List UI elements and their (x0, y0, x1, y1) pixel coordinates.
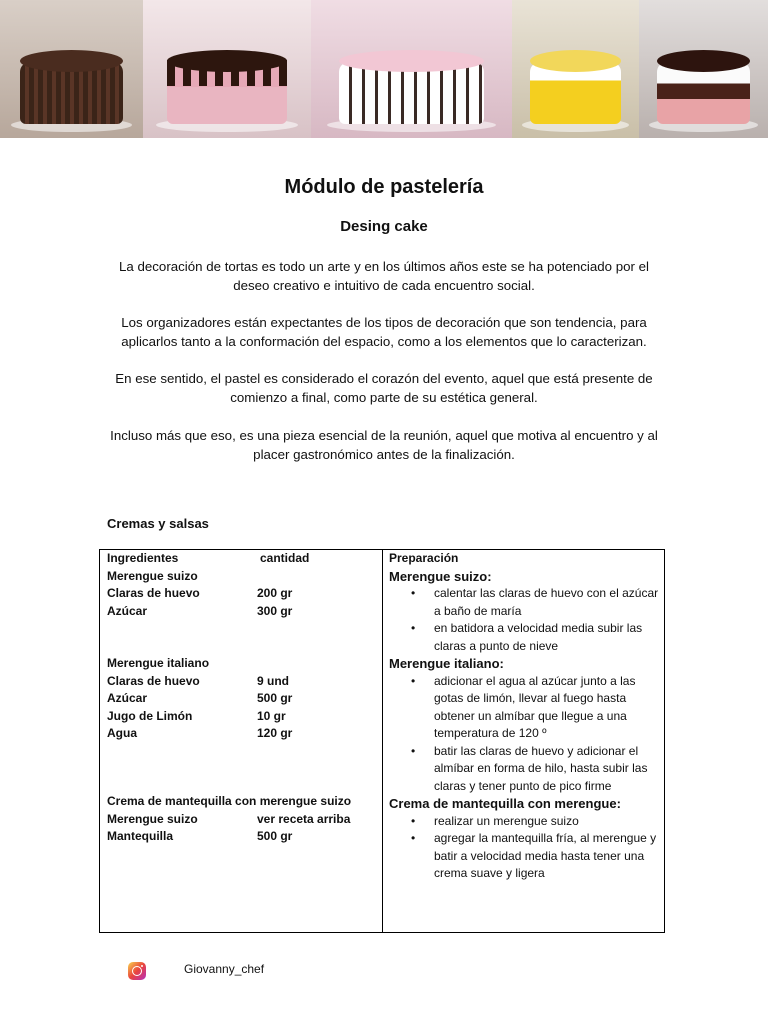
intro-paragraph-1: La decoración de tortas es todo un arte y en los últimos años este se ha potenciado por el deseo creativo e intuitivo de cada encuentro social. (119, 259, 649, 293)
ingredient-qty: 10 gr (257, 708, 286, 723)
ingredient-qty: 300 gr (257, 603, 293, 618)
prep-title-swiss: Merengue suizo: (389, 568, 492, 584)
ingredient-qty: 200 gr (257, 586, 293, 600)
intro-paragraph-3: En ese sentido, el pastel es considerado el corazón del evento, aquel que está presente de comienzo a final, como parte de su estética general. (115, 371, 653, 405)
prep-steps-buttercream (389, 813, 659, 883)
instagram-handle: Giovanny_chef (184, 962, 265, 976)
ingredient-name: Azúcar (107, 603, 148, 618)
group-title: Merengue italiano (107, 656, 210, 670)
ingredient-row (107, 585, 382, 603)
prep-step: • en batidora a velocidad media subir las claras a punto de nieve (389, 620, 659, 655)
cake-banner (0, 0, 768, 138)
ingredient-row (107, 828, 382, 846)
cake-photo-chocolate (0, 0, 143, 138)
ingredient-row (107, 673, 382, 691)
page-title: Módulo de pastelería (284, 176, 484, 198)
instagram-icon (128, 962, 146, 980)
ingredient-name: Merengue suizo (107, 811, 198, 826)
prep-step: • calentar las claras de huevo con el azúcar a baño de maría (389, 585, 659, 620)
cake-photo-yellow-drip (512, 0, 639, 138)
intro-paragraph-2: Los organizadores están expectantes de los tipos de decoración que son tendencia, para aplicarlos tanto a la conformación del espacio, como a los elementos que lo caracterizan. (121, 315, 647, 349)
header-preparation: Preparación (389, 551, 459, 565)
group-title: Merengue suizo (107, 568, 198, 583)
cake-photo-strawberry (639, 0, 768, 138)
ingredient-row (107, 725, 382, 743)
header-ingredients: Ingredientes (107, 551, 179, 565)
section-label: Cremas y salsas (107, 516, 209, 531)
cake-photo-pink-drip (143, 0, 311, 138)
ingredients-group-buttercream (107, 793, 382, 846)
ingredient-qty: 9 und (257, 673, 289, 688)
group-title: Crema de mantequilla con merengue suizo (107, 794, 352, 808)
ingredients-group-italian (107, 655, 382, 743)
ingredients-group-swiss (107, 550, 382, 620)
prep-step: • realizar un merengue suizo (389, 813, 659, 831)
ingredient-name: Claras de huevo (107, 673, 200, 688)
prep-step: • agregar la mantequilla fría, al merengue y batir a velocidad media hasta tener una crema suave y ligera (389, 830, 659, 883)
ingredient-row (107, 690, 382, 708)
ingredient-name: Mantequilla (107, 829, 174, 843)
ingredient-row (107, 708, 382, 726)
prep-step: • batir las claras de huevo y adicionar el almíbar en forma de hilo, hasta subir las claras y tener punto de pico firme (389, 743, 659, 796)
page-subtitle: Desing cake (340, 218, 428, 235)
ingredients-column (100, 550, 383, 932)
ingredient-row (107, 603, 382, 621)
intro-paragraph-4: Incluso más que eso, es una pieza esencial de la reunión, aquel que motiva al encuentro y al placer gastronómico antes de la finalización. (110, 428, 658, 462)
preparation-column (383, 550, 664, 932)
ingredient-qty: 500 gr (257, 829, 293, 843)
prep-steps-italian (389, 673, 659, 796)
prep-title-italian: Merengue italiano: (389, 656, 504, 671)
ingredient-row (107, 811, 382, 829)
cake-photo-striped-roses (311, 0, 512, 138)
preparation-content (389, 550, 659, 883)
ingredient-name: Azúcar (107, 691, 148, 705)
header-quantity: cantidad (260, 551, 310, 565)
ingredient-qty: 500 gr (257, 691, 293, 705)
recipe-table (99, 549, 665, 933)
ingredient-name: Claras de huevo (107, 586, 200, 600)
prep-steps-swiss (389, 585, 659, 655)
ingredient-name: Jugo de Limón (107, 708, 193, 723)
ingredient-qty: ver receta arriba (257, 811, 351, 826)
prep-step: • adicionar el agua al azúcar junto a las gotas de limón, llevar al fuego hasta obtener un almíbar que llegue a una temperatura de 120 º (389, 673, 659, 743)
ingredient-name: Agua (107, 726, 137, 740)
prep-title-buttercream: Crema de mantequilla con merengue: (389, 796, 621, 811)
ingredient-qty: 120 gr (257, 726, 293, 740)
ingredients-header-row (107, 550, 382, 568)
